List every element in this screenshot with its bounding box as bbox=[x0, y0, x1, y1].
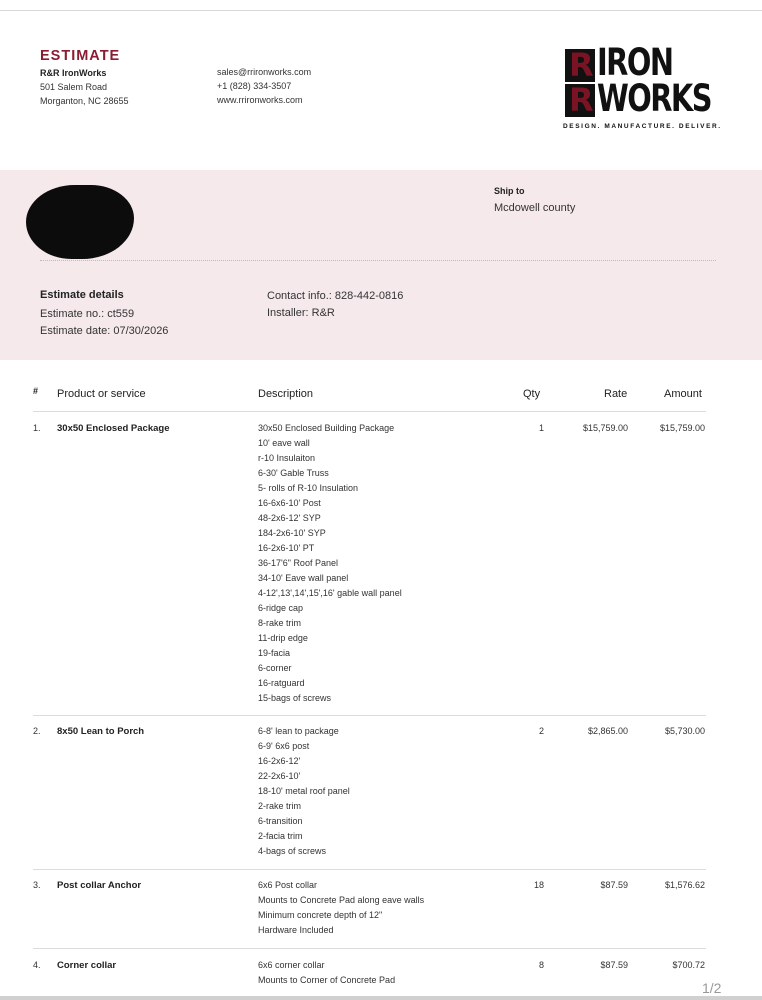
row-qty: 1 bbox=[538, 423, 544, 433]
desc-line: 34-10' Eave wall panel bbox=[258, 573, 349, 583]
row-product: Post collar Anchor bbox=[57, 880, 142, 891]
column-header-number: # bbox=[33, 386, 39, 396]
row-rate: $2,865.00 bbox=[587, 726, 628, 736]
desc-line: 4-bags of screws bbox=[258, 846, 327, 856]
dotted-divider bbox=[40, 260, 716, 261]
row-number: 4. bbox=[33, 960, 41, 970]
row-description bbox=[258, 423, 518, 708]
column-header-qty: Qty bbox=[523, 388, 541, 400]
row-amount: $700.72 bbox=[672, 960, 705, 970]
logo-word-works: WORKS bbox=[597, 77, 711, 120]
row-amount: $1,576.62 bbox=[664, 880, 705, 890]
column-header-description: Description bbox=[258, 388, 314, 400]
row-description bbox=[258, 960, 518, 990]
desc-line: 16-2x6-12' bbox=[258, 756, 301, 766]
ship-to-label: Ship to bbox=[494, 186, 525, 196]
row-amount: $5,730.00 bbox=[664, 726, 705, 736]
desc-line: 6-ridge cap bbox=[258, 603, 304, 613]
logo-r-top bbox=[565, 46, 595, 84]
desc-line: 6-8' lean to package bbox=[258, 726, 339, 736]
desc-line: 11-drip edge bbox=[258, 633, 308, 643]
table-divider bbox=[33, 411, 706, 412]
desc-line: Mounts to Concrete Pad along eave walls bbox=[258, 895, 425, 905]
row-amount: $15,759.00 bbox=[659, 423, 705, 433]
estimate-number: Estimate no.: ct559 bbox=[40, 308, 135, 320]
desc-line: Minimum concrete depth of 12" bbox=[258, 910, 383, 920]
desc-line: 16-6x6-10' Post bbox=[258, 498, 321, 508]
logo-letter-bottom: R bbox=[569, 81, 594, 119]
desc-line: 5- rolls of R-10 Insulation bbox=[258, 483, 359, 493]
row-number: 1. bbox=[33, 423, 41, 433]
company-address-line2: Morganton, NC 28655 bbox=[40, 96, 129, 106]
desc-line: 18-10' metal roof panel bbox=[258, 786, 350, 796]
table-divider bbox=[33, 869, 706, 870]
company-website: www.rrironworks.com bbox=[217, 95, 303, 105]
ship-to-value: Mcdowell county bbox=[494, 202, 576, 214]
installer-info: Installer: R&R bbox=[267, 307, 335, 319]
row-product: 30x50 Enclosed Package bbox=[57, 423, 170, 434]
row-qty: 2 bbox=[538, 726, 544, 736]
desc-line: 6x6 Post collar bbox=[258, 880, 318, 890]
logo-word-iron: IRON bbox=[597, 41, 673, 84]
row-qty: 8 bbox=[538, 960, 544, 970]
desc-line: 16-2x6-10' PT bbox=[258, 543, 315, 553]
row-rate: $87.59 bbox=[600, 960, 628, 970]
desc-line: 48-2x6-12' SYP bbox=[258, 513, 321, 523]
contact-info: Contact info.: 828-442-0816 bbox=[267, 290, 404, 302]
document-title: ESTIMATE bbox=[40, 48, 121, 64]
desc-line: 16-ratguard bbox=[258, 678, 305, 688]
logo-letter-top: R bbox=[569, 46, 594, 84]
row-number: 3. bbox=[33, 880, 41, 890]
desc-line: Mounts to Corner of Concrete Pad bbox=[258, 975, 396, 985]
desc-line: 6-30' Gable Truss bbox=[258, 468, 329, 478]
desc-line: 6-transition bbox=[258, 816, 303, 826]
table-divider bbox=[33, 948, 706, 949]
company-phone: +1 (828) 334-3507 bbox=[217, 81, 292, 91]
desc-line: 36-17'6" Roof Panel bbox=[258, 558, 338, 568]
company-address-line1: 501 Salem Road bbox=[40, 82, 108, 92]
row-description bbox=[258, 726, 518, 861]
column-header-product: Product or service bbox=[57, 388, 146, 400]
company-logo bbox=[563, 41, 722, 131]
desc-line: 19-facia bbox=[258, 648, 291, 658]
estimate-date: Estimate date: 07/30/2026 bbox=[40, 325, 169, 337]
desc-line: 8-rake trim bbox=[258, 618, 302, 628]
estimate-details-label: Estimate details bbox=[40, 289, 124, 301]
logo-r-bottom bbox=[565, 81, 595, 119]
desc-line: 22-2x6-10' bbox=[258, 771, 301, 781]
desc-line: 4-12',13',14',15',16' gable wall panel bbox=[258, 588, 402, 598]
column-header-amount: Amount bbox=[664, 388, 702, 400]
desc-line: Hardware Included bbox=[258, 925, 334, 935]
desc-line: 30x50 Enclosed Building Package bbox=[258, 423, 395, 433]
desc-line: 10' eave wall bbox=[258, 438, 310, 448]
bottom-scroll-bar bbox=[0, 996, 762, 1000]
row-rate: $15,759.00 bbox=[582, 423, 628, 433]
company-name: R&R IronWorks bbox=[40, 68, 107, 78]
desc-line: 2-rake trim bbox=[258, 801, 302, 811]
table-divider bbox=[33, 715, 706, 716]
column-header-rate: Rate bbox=[604, 388, 628, 400]
desc-line: 6-corner bbox=[258, 663, 292, 673]
logo-tagline: DESIGN. MANUFACTURE. DELIVER. bbox=[563, 123, 722, 130]
row-product: Corner collar bbox=[57, 960, 117, 971]
page-count: 1/2 bbox=[702, 980, 722, 996]
row-description bbox=[258, 880, 518, 940]
desc-line: 6-9' 6x6 post bbox=[258, 741, 310, 751]
row-number: 2. bbox=[33, 726, 41, 736]
desc-line: 15-bags of screws bbox=[258, 693, 332, 703]
desc-line: 184-2x6-10' SYP bbox=[258, 528, 326, 538]
estimate-header bbox=[0, 11, 762, 170]
desc-line: r-10 Insulaiton bbox=[258, 453, 316, 463]
company-email: sales@rrironworks.com bbox=[217, 67, 312, 77]
row-rate: $87.59 bbox=[600, 880, 628, 890]
row-product: 8x50 Lean to Porch bbox=[57, 726, 145, 737]
row-qty: 18 bbox=[533, 880, 544, 890]
desc-line: 6x6 corner collar bbox=[258, 960, 325, 970]
desc-line: 2-facia trim bbox=[258, 831, 303, 841]
